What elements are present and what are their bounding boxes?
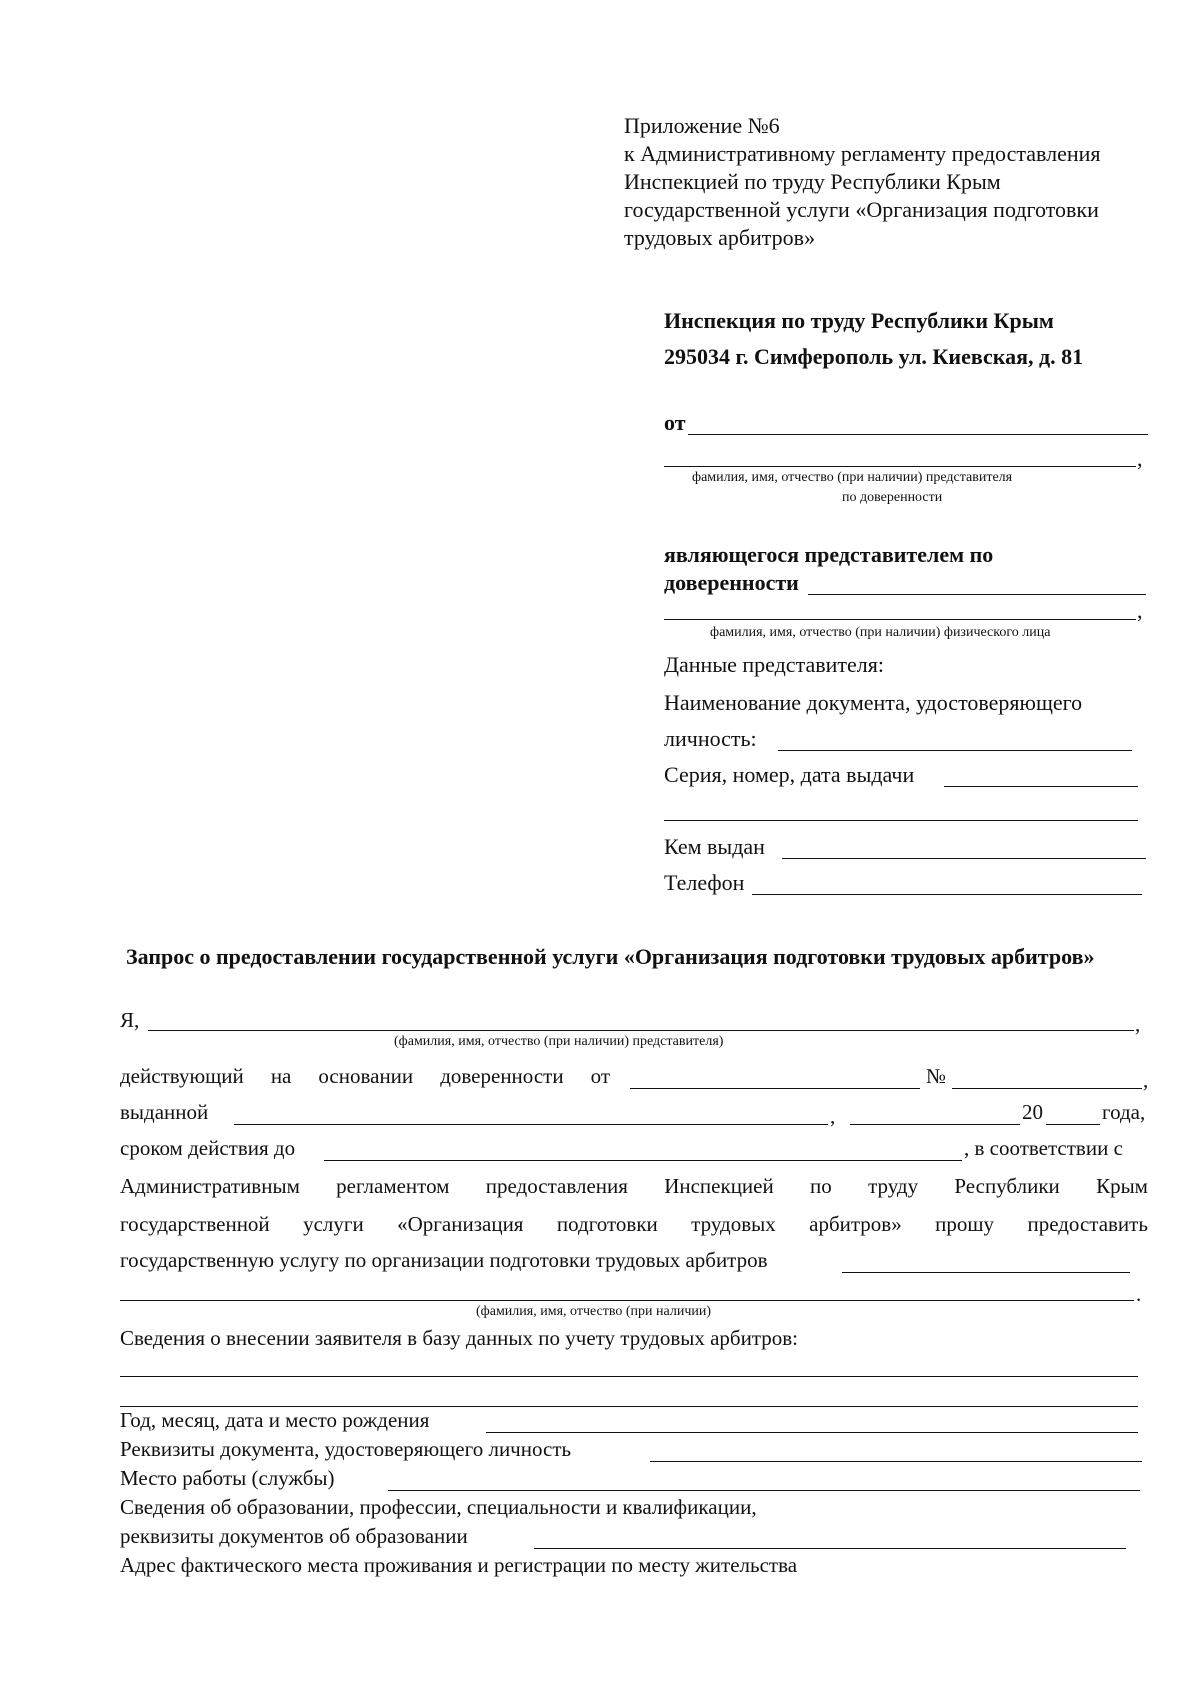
phone-field[interactable] xyxy=(752,894,1142,895)
series-field-2[interactable] xyxy=(664,820,1138,821)
birth-label: Год, месяц, дата и место рождения xyxy=(120,1408,430,1432)
paragraph-line-3: государственную услугу по организации подготовки трудовых арбитров xyxy=(120,1248,768,1272)
from-label: от xyxy=(664,410,686,435)
year-field[interactable] xyxy=(1046,1124,1100,1125)
addressee-org: Инспекция по труду Республики Крым xyxy=(664,308,1054,333)
doc-name-label: Наименование документа, удостоверяющего xyxy=(664,690,1083,715)
acting-word: на xyxy=(270,1064,292,1088)
paragraph-line-2: государственной услуги «Организация подготовки трудовых арбитров» прошу предоставить xyxy=(120,1212,1148,1236)
period: . xyxy=(1136,1282,1142,1306)
comma: , xyxy=(830,1104,836,1128)
addressee-address: 295034 г. Симферополь ул. Киевская, д. 81 xyxy=(664,344,1084,369)
proxy-number-field[interactable] xyxy=(952,1088,1142,1089)
acting-word: действующий xyxy=(120,1064,244,1088)
acting-label-row xyxy=(120,1064,610,1089)
id-doc-label: Реквизиты документа, удостоверяющего личность xyxy=(120,1437,572,1461)
phone-label: Телефон xyxy=(664,870,745,895)
appendix-line: трудовых арбитров» xyxy=(624,225,816,250)
year-prefix: 20 xyxy=(1022,1100,1043,1124)
edu-docs-label: реквизиты документов об образовании xyxy=(120,1524,468,1548)
appendix-number: Приложение №6 xyxy=(624,113,780,138)
address-label: Адрес фактического места проживания и регистрации по месту жительства xyxy=(120,1553,798,1577)
proxy-label: доверенности xyxy=(664,570,799,595)
db-info-field[interactable] xyxy=(120,1376,1138,1377)
ya-label: Я, xyxy=(120,1008,140,1032)
comma: , xyxy=(1137,598,1143,623)
work-field[interactable] xyxy=(388,1490,1140,1491)
acting-word: от xyxy=(590,1064,610,1088)
issued-label: выданной xyxy=(120,1100,209,1124)
appendix-line: к Административному регламенту предоставления xyxy=(624,141,1101,166)
from-name-field-2[interactable] xyxy=(664,466,1136,467)
rep-label: являющегося представителем по xyxy=(664,542,994,567)
accordance-label: , в соответствии с xyxy=(964,1136,1123,1160)
arbiter-name-field-2[interactable] xyxy=(120,1300,1134,1301)
db-info-label: Сведения о внесении заявителя в базу данных по учету трудовых арбитров: xyxy=(120,1326,799,1350)
acting-word: доверенности xyxy=(440,1064,564,1088)
validity-label: сроком действия до xyxy=(120,1136,296,1160)
proxy-date-field[interactable] xyxy=(630,1088,920,1089)
arbiter-name-field[interactable] xyxy=(842,1272,1130,1273)
validity-field[interactable] xyxy=(324,1160,962,1161)
appendix-line: государственной услуги «Организация подготовки xyxy=(624,197,1099,222)
series-label: Серия, номер, дата выдачи xyxy=(664,762,915,787)
comma: , xyxy=(1143,1068,1149,1092)
series-field[interactable] xyxy=(944,786,1138,787)
education-label: Сведения об образовании, профессии, специальности и квалификации, xyxy=(120,1495,757,1519)
number-sign: № xyxy=(926,1064,947,1088)
identity-field[interactable] xyxy=(778,750,1132,751)
issued-by-org-field[interactable] xyxy=(234,1124,828,1125)
document-title: Запрос о предоставлении государственной услуги «Организация подготовки трудовых арбитров» xyxy=(126,944,1095,969)
comma: , xyxy=(1137,446,1143,471)
issued-by-field[interactable] xyxy=(782,858,1146,859)
representative-name-field[interactable] xyxy=(148,1030,1134,1031)
physical-person-field[interactable] xyxy=(664,619,1136,620)
identity-label: личность: xyxy=(664,726,757,751)
caption-representative: фамилия, имя, отчество (при наличии) представителя xyxy=(692,470,1013,485)
birth-field[interactable] xyxy=(486,1432,1138,1433)
paragraph-line-1: Административным регламентом предоставления Инспекцией по труду Республики Крым xyxy=(120,1174,1148,1198)
acting-word: основании xyxy=(318,1064,414,1088)
comma: , xyxy=(1135,1012,1141,1036)
caption-fio: (фамилия, имя, отчество (при наличии) xyxy=(476,1304,712,1319)
caption-representative-fio: (фамилия, имя, отчество (при наличии) представителя) xyxy=(394,1034,724,1049)
from-name-field[interactable] xyxy=(688,434,1148,435)
proxy-field[interactable] xyxy=(808,594,1146,595)
year-suffix: года, xyxy=(1102,1100,1146,1124)
issued-by-label: Кем выдан xyxy=(664,834,765,859)
caption-physical-person: фамилия, имя, отчество (при наличии) физического лица xyxy=(710,625,1051,640)
db-info-field-2[interactable] xyxy=(120,1406,1138,1407)
rep-data-heading: Данные представителя: xyxy=(664,652,884,677)
appendix-line: Инспекцией по труду Республики Крым xyxy=(624,169,1001,194)
edu-docs-field[interactable] xyxy=(534,1548,1126,1549)
work-label: Место работы (службы) xyxy=(120,1466,335,1490)
issued-date-field[interactable] xyxy=(850,1124,1020,1125)
caption-by-proxy: по доверенности xyxy=(842,490,943,505)
id-doc-field[interactable] xyxy=(650,1461,1142,1462)
